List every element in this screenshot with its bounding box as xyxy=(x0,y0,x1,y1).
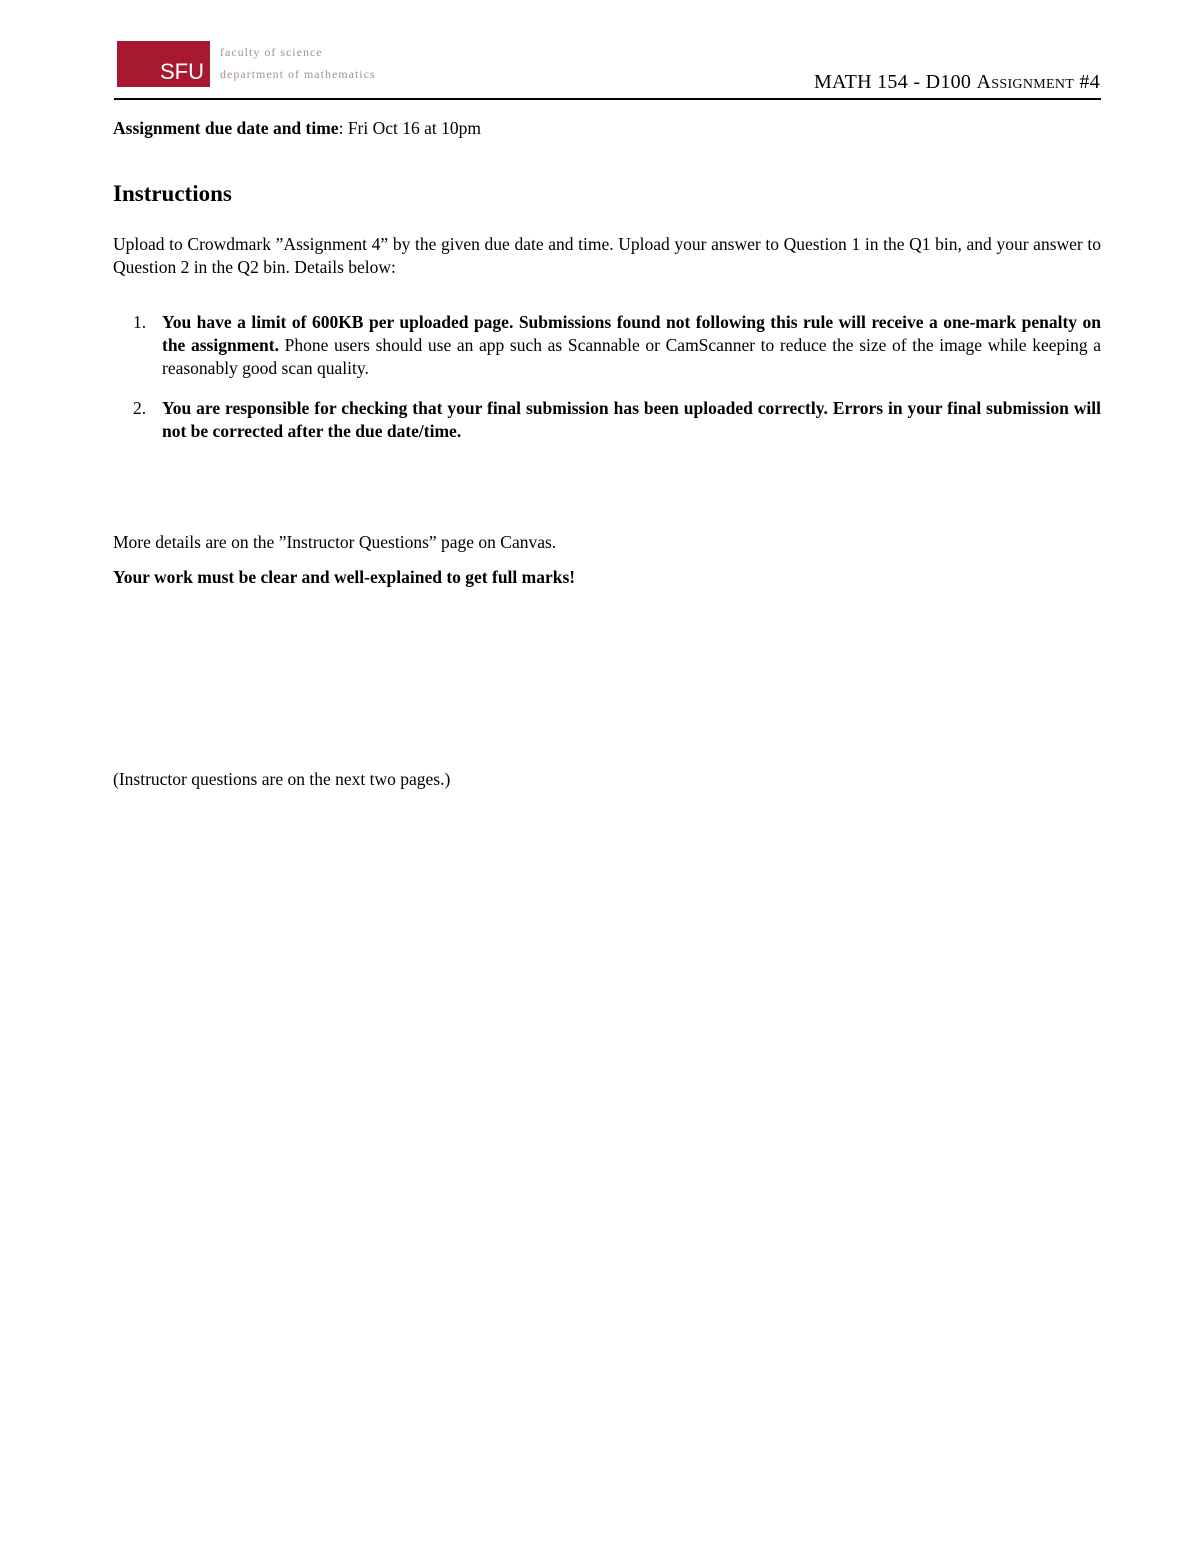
instructions-heading: Instructions xyxy=(113,181,232,206)
instructions-list xyxy=(113,311,1101,443)
more-details: More details are on the ”Instructor Questions” page on Canvas. xyxy=(113,532,557,552)
instructions-intro: Upload to Crowdmark ”Assignment 4” by the given due date and time. Upload your answer to Question 1 in the Q1 bin, and your answer to Question 2 in the Q2 bin. Details below: xyxy=(113,234,1101,277)
due-date-label: Assignment due date and time xyxy=(113,118,339,138)
list-item-number: 1. xyxy=(133,312,147,332)
list-item-bold-text: You have a limit of 600KB per uploaded page. Submissions found not following this rule will receive a one-mark penalty on the assignment. xyxy=(162,312,1101,355)
sfu-logo xyxy=(117,41,210,87)
list-item xyxy=(113,311,1101,380)
course-title-prefix: MATH 154 - D100 xyxy=(813,71,977,93)
list-item-text: Phone users should use an app such as Scannable or CamScanner to reduce the size of the image while keeping a reasonably good scan quality. xyxy=(162,335,1101,378)
course-title xyxy=(814,68,1100,96)
list-item xyxy=(113,397,1101,443)
list-item-number: 2. xyxy=(133,398,147,418)
list-item-bold-text: You are responsible for checking that your final submission has been uploaded correctly. Errors in your final submission will not be corrected after the due date/time. xyxy=(162,398,1101,441)
logo-faculty: faculty of science xyxy=(220,45,323,59)
course-title-suffix: Assignment #4 xyxy=(976,71,1100,93)
logo-department: department of mathematics xyxy=(220,67,376,81)
header-rule xyxy=(114,98,1101,100)
due-date-value: : Fri Oct 16 at 10pm xyxy=(338,118,481,138)
due-date-line xyxy=(113,117,1101,140)
logo-text: SFU xyxy=(160,59,204,84)
work-note: Your work must be clear and well-explained to get full marks! xyxy=(113,567,576,587)
next-pages-note: (Instructor questions are on the next two pages.) xyxy=(113,769,451,789)
